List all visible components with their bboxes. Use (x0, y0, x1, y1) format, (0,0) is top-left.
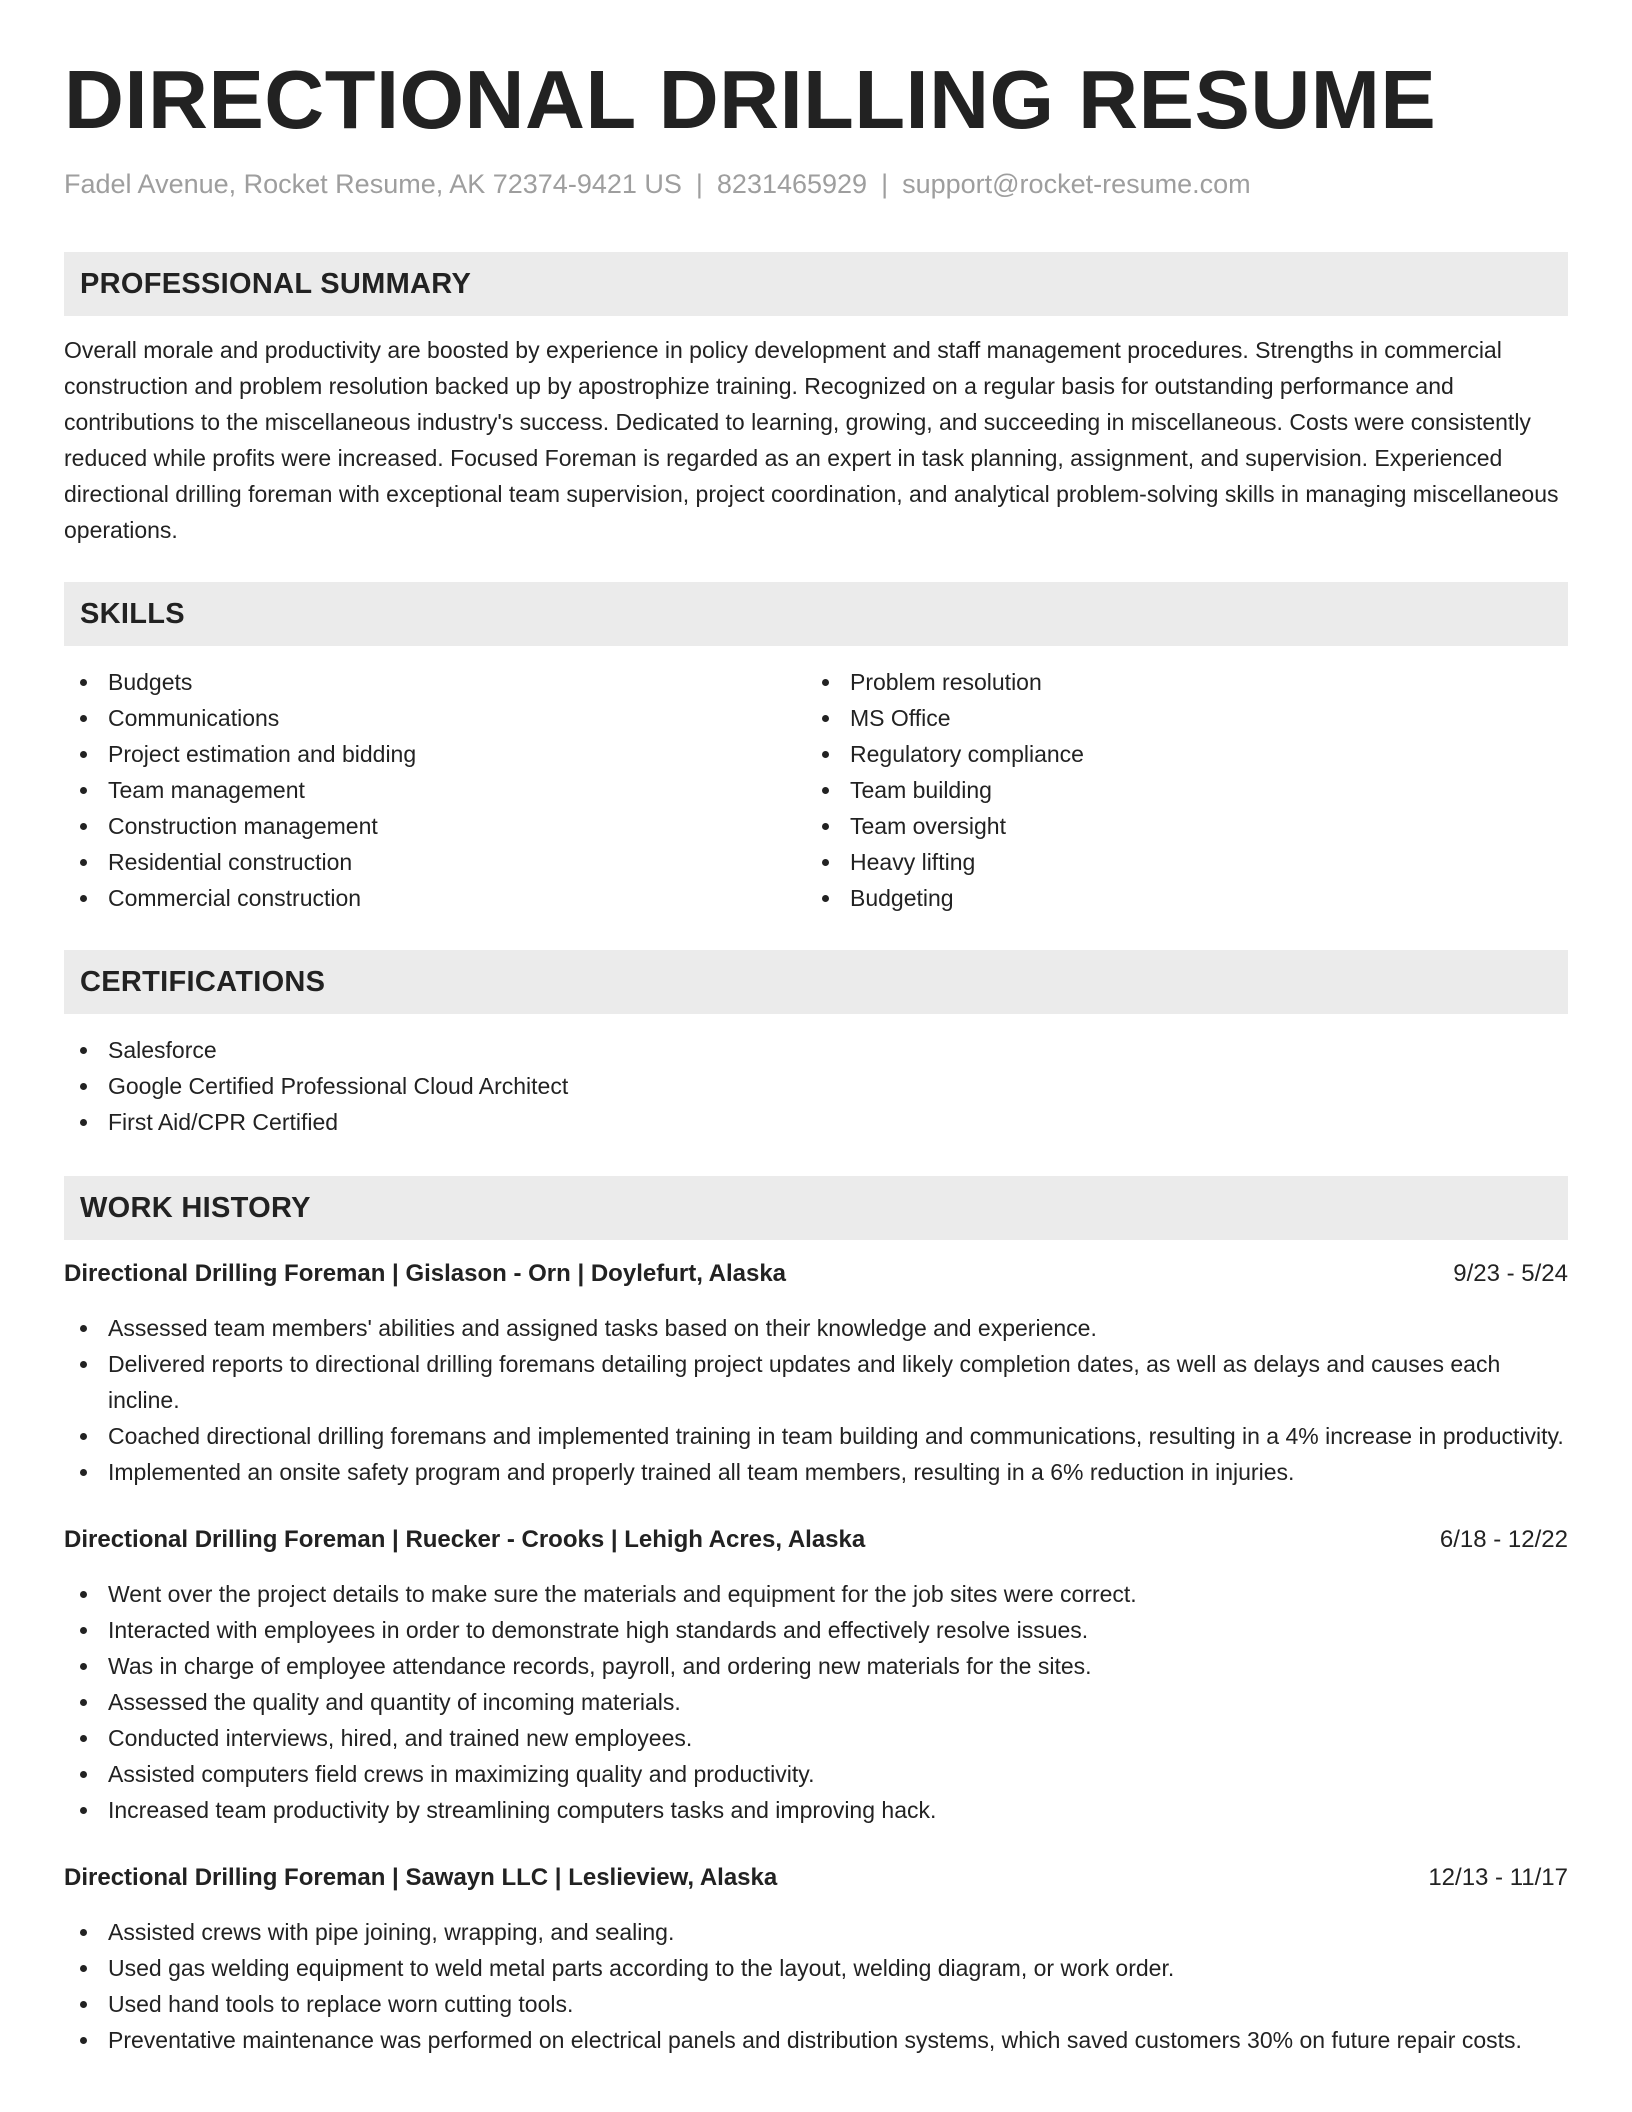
skill-item: Heavy lifting (806, 844, 1548, 880)
contact-address: Fadel Avenue, Rocket Resume, AK 72374-9421 US (64, 169, 682, 199)
job-dates: 12/13 - 11/17 (1428, 1864, 1568, 1891)
skills-list-right (806, 664, 1548, 916)
skill-item: Team management (64, 772, 806, 808)
job-bullets (64, 1914, 1568, 2058)
section-header-summary: PROFESSIONAL SUMMARY (64, 252, 1568, 316)
job-dates: 6/18 - 12/22 (1439, 1526, 1568, 1553)
resume-title: DIRECTIONAL DRILLING RESUME (64, 53, 1437, 146)
job-bullet: Conducted interviews, hired, and trained new employees. (64, 1720, 1568, 1756)
job-title: Directional Drilling Foreman | Ruecker - Crooks | Lehigh Acres, Alaska (64, 1526, 866, 1553)
skill-item: Budgeting (806, 880, 1548, 916)
job-entry (64, 1862, 1568, 2058)
contact-separator: | (881, 169, 889, 199)
job-header (64, 1862, 1568, 1894)
job-bullet: Increased team productivity by streamlining computers tasks and improving hack. (64, 1792, 1568, 1828)
skills-columns (64, 664, 1568, 916)
job-entry (64, 1524, 1568, 1828)
contact-line (64, 169, 1568, 200)
skill-item: Regulatory compliance (806, 736, 1548, 772)
certification-item: Google Certified Professional Cloud Architect (64, 1068, 1568, 1104)
job-bullet: Implemented an onsite safety program and properly trained all team members, resulting in a 6% reduction in injuries. (64, 1454, 1568, 1490)
job-title: Directional Drilling Foreman | Gislason - Orn | Doylefurt, Alaska (64, 1260, 787, 1287)
job-title: Directional Drilling Foreman | Sawayn LLC | Leslieview, Alaska (64, 1864, 778, 1891)
job-bullets (64, 1310, 1568, 1490)
job-header (64, 1258, 1568, 1290)
certifications-list (64, 1032, 1568, 1140)
job-bullet: Assessed team members' abilities and assigned tasks based on their knowledge and experience. (64, 1310, 1568, 1346)
skill-item: Construction management (64, 808, 806, 844)
job-bullet: Preventative maintenance was performed on electrical panels and distribution systems, which saved customers 30% on future repair costs. (64, 2022, 1568, 2058)
job-entry (64, 1258, 1568, 1490)
job-bullet: Used gas welding equipment to weld metal parts according to the layout, welding diagram, or work order. (64, 1950, 1568, 1986)
section-header-certifications: CERTIFICATIONS (64, 950, 1568, 1014)
section-header-skills: SKILLS (64, 582, 1568, 646)
skill-item: Residential construction (64, 844, 806, 880)
skill-item: Problem resolution (806, 664, 1548, 700)
job-bullets (64, 1576, 1568, 1828)
job-bullet: Was in charge of employee attendance records, payroll, and ordering new materials for the sites. (64, 1648, 1568, 1684)
skill-item: Project estimation and bidding (64, 736, 806, 772)
job-bullet: Assessed the quality and quantity of incoming materials. (64, 1684, 1568, 1720)
job-bullet: Interacted with employees in order to demonstrate high standards and effectively resolve issues. (64, 1612, 1568, 1648)
section-header-work-history: WORK HISTORY (64, 1176, 1568, 1240)
skill-item: Communications (64, 700, 806, 736)
contact-separator: | (695, 169, 703, 199)
skill-item: Commercial construction (64, 880, 806, 916)
job-dates: 9/23 - 5/24 (1453, 1260, 1568, 1287)
certification-item: Salesforce (64, 1032, 1568, 1068)
skill-item: Team oversight (806, 808, 1548, 844)
job-bullet: Delivered reports to directional drilling foremans detailing project updates and likely completion dates, as well as delays and causes each incline. (64, 1346, 1568, 1418)
job-bullet: Used hand tools to replace worn cutting tools. (64, 1986, 1568, 2022)
skills-list-left (64, 664, 806, 916)
certification-item: First Aid/CPR Certified (64, 1104, 1568, 1140)
contact-phone: 8231465929 (716, 169, 868, 199)
job-header (64, 1524, 1568, 1556)
summary-text: Overall morale and productivity are boosted by experience in policy development and staff management procedures. Strengths in commercial construction and problem resolution backed up by apostrophize training. Recognized on a regular basis for outstanding performance and contributions to the miscellaneous industry's success. Dedicated to learning, growing, and succeeding in miscellaneous. Costs were consistently reduced while profits were increased. Focused Foreman is regarded as an expert in task planning, assignment, and supervision. Experienced directional drilling foreman with exceptional team supervision, project coordination, and analytical problem-solving skills in managing miscellaneous operations. (64, 337, 1559, 543)
skill-item: Team building (806, 772, 1548, 808)
job-bullet: Went over the project details to make sure the materials and equipment for the job sites were correct. (64, 1576, 1568, 1612)
resume-page (64, 52, 1568, 2058)
job-bullet: Assisted crews with pipe joining, wrapping, and sealing. (64, 1914, 1568, 1950)
skill-item: MS Office (806, 700, 1548, 736)
job-bullet: Coached directional drilling foremans and implemented training in team building and communications, resulting in a 4% increase in productivity. (64, 1418, 1568, 1454)
skill-item: Budgets (64, 664, 806, 700)
job-bullet: Assisted computers field crews in maximizing quality and productivity. (64, 1756, 1568, 1792)
contact-email: support@rocket-resume.com (902, 169, 1251, 199)
